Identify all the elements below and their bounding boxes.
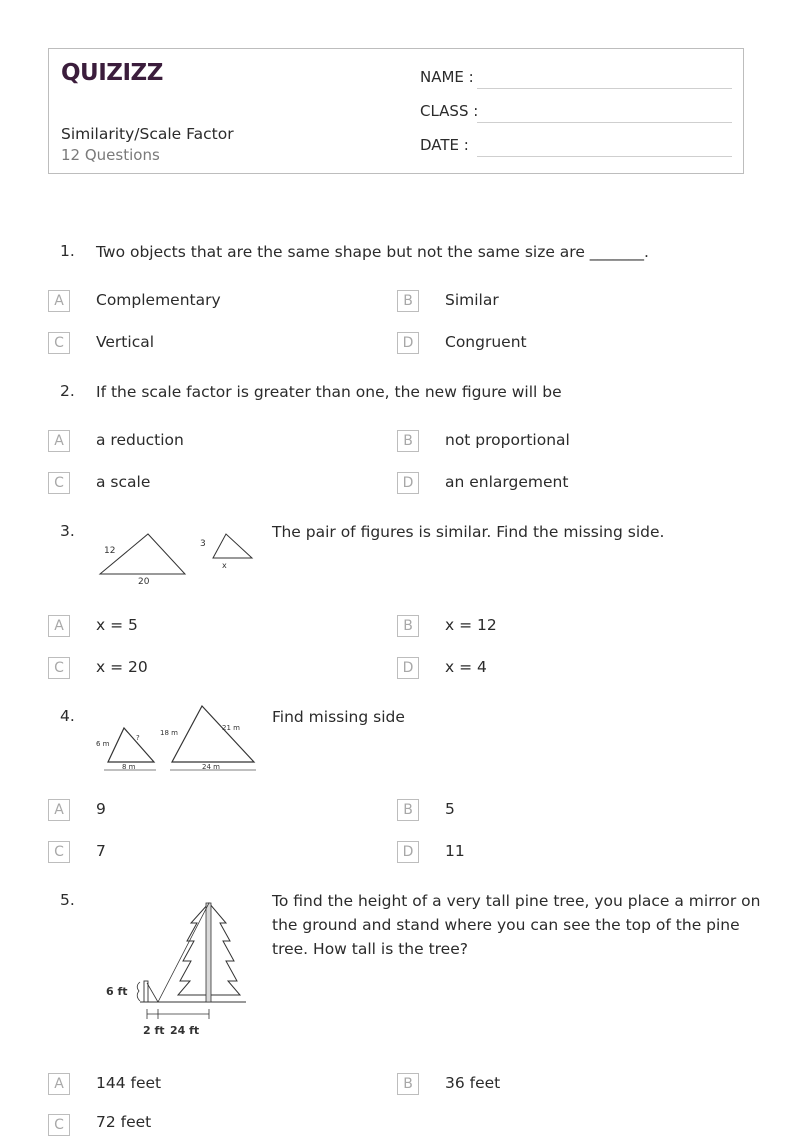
q4-option-d-box[interactable]: D — [397, 841, 419, 863]
q1-option-b-text: Similar — [445, 291, 499, 309]
question-4-text: Find missing side — [272, 708, 405, 726]
q5-label-6ft: 6 ft — [106, 985, 128, 998]
q3-option-d-text: x = 4 — [445, 658, 487, 676]
q4-option-b-box[interactable]: B — [397, 799, 419, 821]
q5-tree-mirror-figure — [100, 895, 252, 1045]
q5-sight-line-person — [147, 983, 158, 1002]
class-line — [477, 122, 732, 123]
question-3-text: The pair of figures is similar. Find the missing side. — [272, 523, 665, 541]
q4-label-question: ? — [136, 734, 140, 742]
q5-tree-trunk — [206, 903, 211, 1002]
q3-option-c-text: x = 20 — [96, 658, 148, 676]
name-label: NAME : — [420, 68, 474, 86]
q3-label-3: 3 — [200, 539, 206, 549]
q5-option-a-text: 144 feet — [96, 1074, 162, 1092]
q2-option-a-text: a reduction — [96, 431, 184, 449]
question-5-text — [272, 889, 760, 961]
q5-option-c-text: 72 feet — [96, 1113, 152, 1131]
q4-label-18m: 18 m — [160, 729, 178, 737]
q1-option-a-box[interactable]: A — [48, 290, 70, 312]
q4-option-d-text: 11 — [445, 842, 465, 860]
question-1-number: 1. — [60, 242, 75, 260]
q3-label-20: 20 — [138, 577, 150, 587]
name-field[interactable] — [420, 68, 732, 90]
q4-option-a-box[interactable]: A — [48, 799, 70, 821]
q3-option-d-box[interactable]: D — [397, 657, 419, 679]
q5-option-b-box[interactable]: B — [397, 1073, 419, 1095]
class-label: CLASS : — [420, 102, 479, 120]
q1-option-c-box[interactable]: C — [48, 332, 70, 354]
question-count: 12 Questions — [61, 146, 160, 164]
q2-option-d-text: an enlargement — [445, 473, 569, 491]
question-4-number: 4. — [60, 707, 75, 725]
q5-option-c-box[interactable]: C — [48, 1114, 70, 1136]
question-1-text: Two objects that are the same shape but not the same size are _______. — [96, 243, 649, 261]
q2-option-b-text: not proportional — [445, 431, 570, 449]
q3-small-triangle — [213, 534, 252, 558]
q5-label-24ft: 24 ft — [170, 1024, 200, 1037]
q4-label-24m: 24 m — [202, 763, 220, 771]
q4-label-21m: 21 m — [222, 724, 240, 732]
q2-option-d-box[interactable]: D — [397, 472, 419, 494]
question-5-line-1: To find the height of a very tall pine tree, you place a mirror on — [272, 892, 761, 910]
q1-option-c-text: Vertical — [96, 333, 155, 351]
q3-label-12: 12 — [104, 546, 116, 556]
q4-label-8m: 8 m — [122, 763, 136, 771]
q1-option-b-box[interactable]: B — [397, 290, 419, 312]
q5-height-brace — [137, 982, 140, 1001]
q3-option-a-box[interactable]: A — [48, 615, 70, 637]
q4-option-b-text: 5 — [445, 800, 455, 818]
q5-sight-line-tree — [158, 903, 209, 1002]
q2-option-c-box[interactable]: C — [48, 472, 70, 494]
q3-option-c-box[interactable]: C — [48, 657, 70, 679]
question-5-line-3: tree. How tall is the tree? — [272, 940, 468, 958]
date-label: DATE : — [420, 136, 469, 154]
q2-option-b-box[interactable]: B — [397, 430, 419, 452]
q3-option-b-text: x = 12 — [445, 616, 497, 634]
q3-label-x: x — [222, 561, 227, 570]
q3-option-b-box[interactable]: B — [397, 615, 419, 637]
q3-option-a-text: x = 5 — [96, 616, 138, 634]
q4-label-6m: 6 m — [96, 740, 110, 748]
date-line — [477, 156, 732, 157]
q4-option-c-text: 7 — [96, 842, 106, 860]
question-5-line-2: the ground and stand where you can see the top of the pine — [272, 916, 740, 934]
date-field[interactable] — [420, 136, 732, 158]
question-2-text: If the scale factor is greater than one, the new figure will be — [96, 383, 562, 401]
question-5-number: 5. — [60, 891, 75, 909]
q5-label-2ft: 2 ft — [143, 1024, 165, 1037]
worksheet-header — [48, 48, 744, 174]
q2-option-a-box[interactable]: A — [48, 430, 70, 452]
question-2-number: 2. — [60, 382, 75, 400]
q1-option-a-text: Complementary — [96, 291, 221, 309]
q2-option-c-text: a scale — [96, 473, 151, 491]
q4-option-c-box[interactable]: C — [48, 841, 70, 863]
quizizz-logo: QUIZIZZ — [61, 60, 163, 86]
q4-small-triangle — [108, 728, 154, 762]
q5-option-a-box[interactable]: A — [48, 1073, 70, 1095]
q4-triangles-figure — [96, 702, 260, 774]
q1-option-d-box[interactable]: D — [397, 332, 419, 354]
q5-option-b-text: 36 feet — [445, 1074, 501, 1092]
q4-option-a-text: 9 — [96, 800, 106, 818]
worksheet-title: Similarity/Scale Factor — [61, 125, 234, 143]
q1-option-d-text: Congruent — [445, 333, 527, 351]
class-field[interactable] — [420, 102, 732, 124]
name-line — [477, 88, 732, 89]
q3-triangles-figure — [96, 526, 256, 588]
q4-large-triangle — [172, 706, 254, 762]
question-3-number: 3. — [60, 522, 75, 540]
